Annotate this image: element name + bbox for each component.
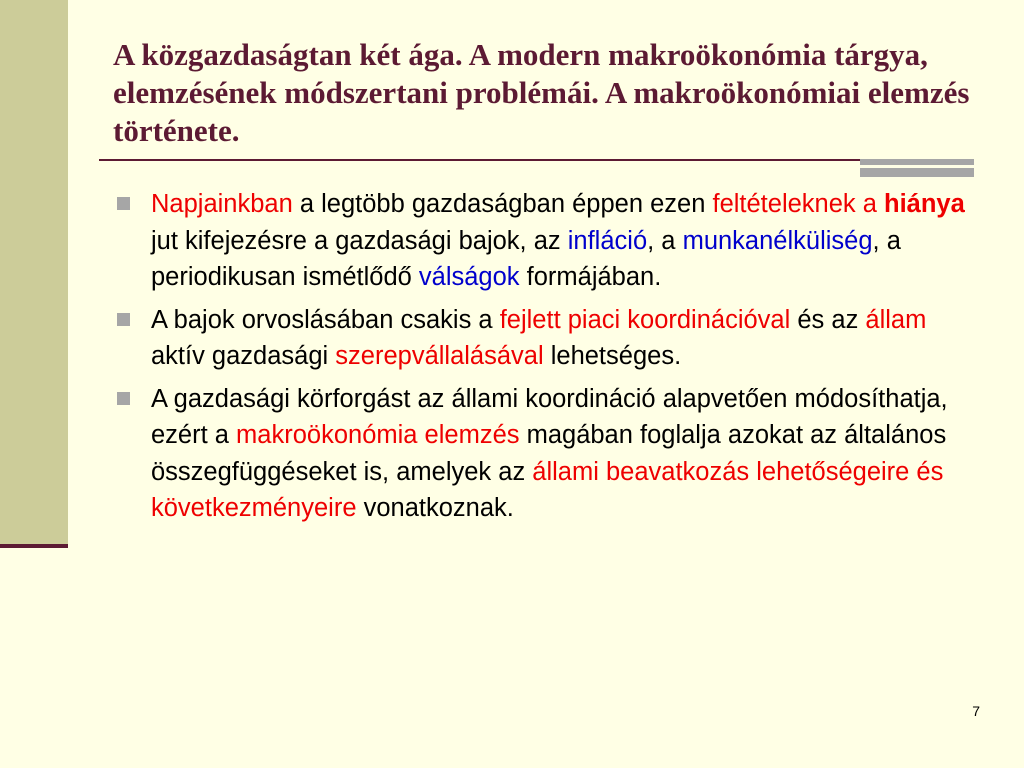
bullet-text-segment: A gazdasági körforgást az állami koordináció alapvetően módosíthatja, ezért a <box>151 384 948 449</box>
bullet-text-segment: formájában. <box>519 263 662 291</box>
bullet-item <box>117 302 967 375</box>
bullet-text-segment: hiánya <box>884 190 965 218</box>
side-bar-underline <box>0 544 68 548</box>
bullet-text-segment: jut kifejezésre a gazdasági bajok, az <box>151 226 568 255</box>
bullet-item <box>117 381 967 527</box>
bullet-text-segment: szerepvállalásával <box>335 342 544 370</box>
bullet-text-segment: A bajok orvoslásában csakis a <box>151 305 500 334</box>
bullet-text-segment: , a <box>647 226 683 255</box>
square-bullet-icon <box>117 392 130 405</box>
bullet-text-segment: aktív gazdasági <box>151 342 336 370</box>
bullet-text-segment: és az <box>790 305 866 334</box>
bullet-text-segment: lehetséges. <box>543 342 682 370</box>
bullet-text-segment: állam <box>865 305 927 334</box>
bullet-text-segment: magában foglalja azokat az általános összegfüggéseket is, amelyek az <box>151 421 947 486</box>
bullet-text-segment: munkanélküliség <box>682 226 873 255</box>
square-bullet-icon <box>117 313 130 326</box>
bullet-text-segment: fejlett piaci koordinációval <box>499 305 791 334</box>
bullet-text-segment: a legtöbb gazdaságban éppen ezen <box>292 190 713 218</box>
decorative-grey-bar <box>860 159 974 177</box>
bullet-text-segment: feltételeknek a <box>712 190 885 218</box>
bullet-text-segment: makroökonómia elemzés <box>236 421 520 449</box>
bullet-text-segment: állami beavatkozás lehetőségeire és következményeire <box>151 457 944 522</box>
bullet-item <box>117 186 967 296</box>
bullet-text-segment: Napjainkban <box>151 190 293 218</box>
slide-number: 7 <box>972 703 980 719</box>
bullet-text-segment: , a periodikusan ismétlődő <box>151 226 901 291</box>
title-divider <box>99 159 974 161</box>
bullet-text-segment: válságok <box>418 263 520 291</box>
square-bullet-icon <box>117 197 130 210</box>
decorative-side-bar <box>0 0 68 546</box>
bullet-list <box>117 186 967 533</box>
bullet-text-segment: vonatkoznak. <box>356 494 514 522</box>
slide-title: A közgazdaságtan két ága. A modern makroökonómia tárgya, elemzésének módszertani problémái. A makroökonómiai elemzés története. <box>113 37 970 148</box>
bullet-text-segment: infláció <box>567 226 648 255</box>
